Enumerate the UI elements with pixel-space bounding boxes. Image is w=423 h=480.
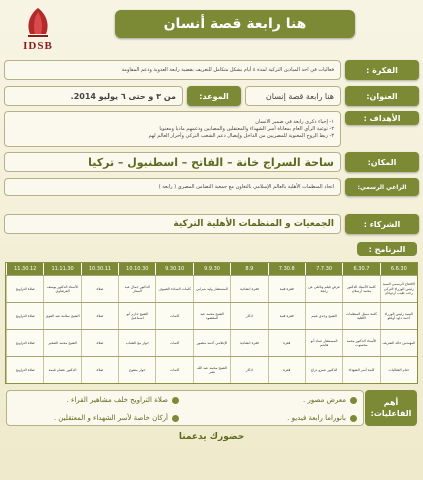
schedule-cell: اذكار [230,357,267,383]
schedule-time-header: 8.9 [230,263,267,275]
schedule-time-header: 10.30.11 [81,263,118,275]
partners-text: الجمعيات و المنظمات الأهلية التركية [4,214,341,234]
schedule-cell: كلمات [155,330,192,356]
schedule-cell: الدكتور جمال عبد الستار [118,276,155,302]
schedule-cell: الأستاذ الدكتور محمد محسوب [342,330,379,356]
partners-label: الشركاء : [345,214,419,234]
page-title: هنا رابعة قصة أنسان [115,10,355,38]
schedule-cell: حوار مع الشباب [118,330,155,356]
schedule-time-header: 6.6.30 [380,263,417,275]
schedule-cell: الشيخ سلامة عبد القوي [43,303,80,329]
bullet-icon [350,397,357,404]
schedule-cell: فقرة انشادية [230,276,267,302]
schedule-cell: الشيخ حازم أبو اسماعيل [118,303,155,329]
idea-row [4,60,419,80]
schedule-row [6,356,417,383]
schedule-cell: كلمة الأستاذ الدكتور محمد أرسلان [342,276,379,302]
schedule-time-header: 11.11.30 [43,263,80,275]
activities-label-line2: الفاعليات: [370,409,412,418]
schedule-cell: الإعلامي أحمد منصور [193,330,230,356]
activity-text: معرض مصور . [303,396,346,404]
schedule-cell: صلاة التراويح [6,330,43,356]
schedule-cell: صلاة التراويح [6,276,43,302]
address-row [4,86,419,106]
logo-text: IDSB [23,40,53,52]
schedule-cell: الأستاذ الدكتور يوسف القرضاوي [43,276,80,302]
goal-item: ٣- ربط الروح المعنوية للمصريين من الداخل وإيصال دعم الشعب التركي وأحرار العالم لهم [148,132,334,139]
official-text: اتحاد المنظمات الأهلية بالعالم الإسلامي بالتعاون مع جمعية التضامن المصري ( رابعة ) [4,178,341,196]
schedule-time-header: 10.10.30 [118,263,155,275]
schedule-cell: المستشار عماد أبو هاشم [305,330,342,356]
schedule-cell: فقرة فنية [268,276,305,302]
schedule-cell: فقرة [268,330,305,356]
schedule-cell: الشيخ محمد الصغير [43,330,80,356]
schedule-cell: حوار مفتوح [118,357,155,383]
schedule-cell: صلاة [81,357,118,383]
goal-item: ٢- توعية الرأي العام بمعاناة أسر الشهداء والمعتقلين والمصابين ودعمهم ماديا ومعنويا [159,125,334,132]
activity-text: بانوراما رابعة فيديو . [287,414,346,422]
place-label: المكان: [345,152,419,172]
schedule-body [6,275,417,383]
activities-list [6,390,364,426]
schedule-cell: الشيخ محمد عبد الله نصر [193,357,230,383]
schedule-cell: ختام الفعاليات [380,357,417,383]
schedule-cell: كلمات [155,303,192,329]
goals-label: الأهداف : [345,111,419,125]
schedule-cell: صلاة التراويح [6,303,43,329]
schedule-row [6,275,417,302]
schedule-cell: صلاة التراويح [6,357,43,383]
schedule-cell: كلمات السادة الضيوف [155,276,192,302]
activities-label [365,390,417,426]
schedule-cell: الافتتاح الرسمي السيد رئيس الوزراء التركي رجب طيب أردوغان [380,276,417,302]
place-row [4,152,419,172]
schedule-cell: صلاة [81,276,118,302]
schedule-time-header: 7.7.30 [305,263,342,275]
tulip-logo-icon [16,4,60,40]
schedule-cell: الشيخ وجدي غنيم [305,303,342,329]
address-text: هنا رابعة قصة إنسان [245,86,341,106]
schedule-cell: السيد رئيس الوزراء أحمد داود أوغلو [380,303,417,329]
schedule-time-header: 9.30.10 [155,263,192,275]
schedule-cell: عرض فيلم وثائقي عن رابعة [305,276,342,302]
schedule-cell: صلاة [81,303,118,329]
goal-item: ١- إحياء ذكرى رابعة في ضمير الانسان [255,118,334,125]
schedule-cell: كلمة أسر الشهداء [342,357,379,383]
schedule-time-header: 11.30.12 [6,263,43,275]
activity-text: صلاة التراويح خلف مشاهير القراء . [66,396,168,404]
logo [6,4,70,56]
schedule-cell: فقرة فنية [268,303,305,329]
date-label: الموعد: [187,86,241,106]
schedule-cell: اذكار [230,303,267,329]
schedule-cell: الدكتور عمرو دراج [305,357,342,383]
schedule-time-header: 6.30.7 [342,263,379,275]
address-label: العنوان: [345,86,419,106]
activity-item [185,391,363,409]
schedule-cell: المستشار وليد شرابي [193,276,230,302]
activity-item [7,409,185,427]
schedule-cell: فقرة انشادية [230,330,267,356]
footer-slogan: حضورك يدعمنا [178,432,245,442]
schedule-row [6,329,417,356]
activity-item [185,409,363,427]
schedule-time-header: 7.30.8 [268,263,305,275]
idea-text: فعاليات في احد الميادين التركية لمدة ٤ أيام بشكل متكامل للتعريف بقضية رابعة العدوية ودعم المقاومة [4,60,341,80]
official-label: الراعي الرسمي: [345,178,419,196]
official-row [4,178,419,196]
place-text: ساحة السراج خانة – الفاتح – اسطنبول – تركيا [4,152,341,172]
partners-row [4,214,419,234]
schedule-cell: صلاة [81,330,118,356]
activity-text: أركان خاصة لأسر الشهداء و المعتقلين . [53,414,168,422]
schedule-cell: المهندس خالد الشريف [380,330,417,356]
program-label: البرنامج : [357,242,417,256]
schedule-row [6,302,417,329]
bullet-icon [172,415,179,422]
goals-list [4,111,341,147]
activity-item [7,391,185,409]
date-text: من ٣ و حتى ٦ يوليو 2014. [4,86,183,106]
activities-label-line1: أهم [383,398,399,407]
bullet-icon [172,397,179,404]
idea-label: الفكرة : [345,60,419,80]
schedule-cell: كلمة ممثل المنظمات الأهلية [342,303,379,329]
bullet-icon [350,415,357,422]
schedule-cell: كلمات [155,357,192,383]
schedule-header [6,263,417,275]
goals-row [4,111,419,147]
schedule-cell: الشيخ محمد عبد المقصود [193,303,230,329]
schedule-table [5,262,418,384]
schedule-time-header: 9.9.30 [193,263,230,275]
schedule-cell: الدكتور عصام تليمة [43,357,80,383]
schedule-cell: فقرة [268,357,305,383]
